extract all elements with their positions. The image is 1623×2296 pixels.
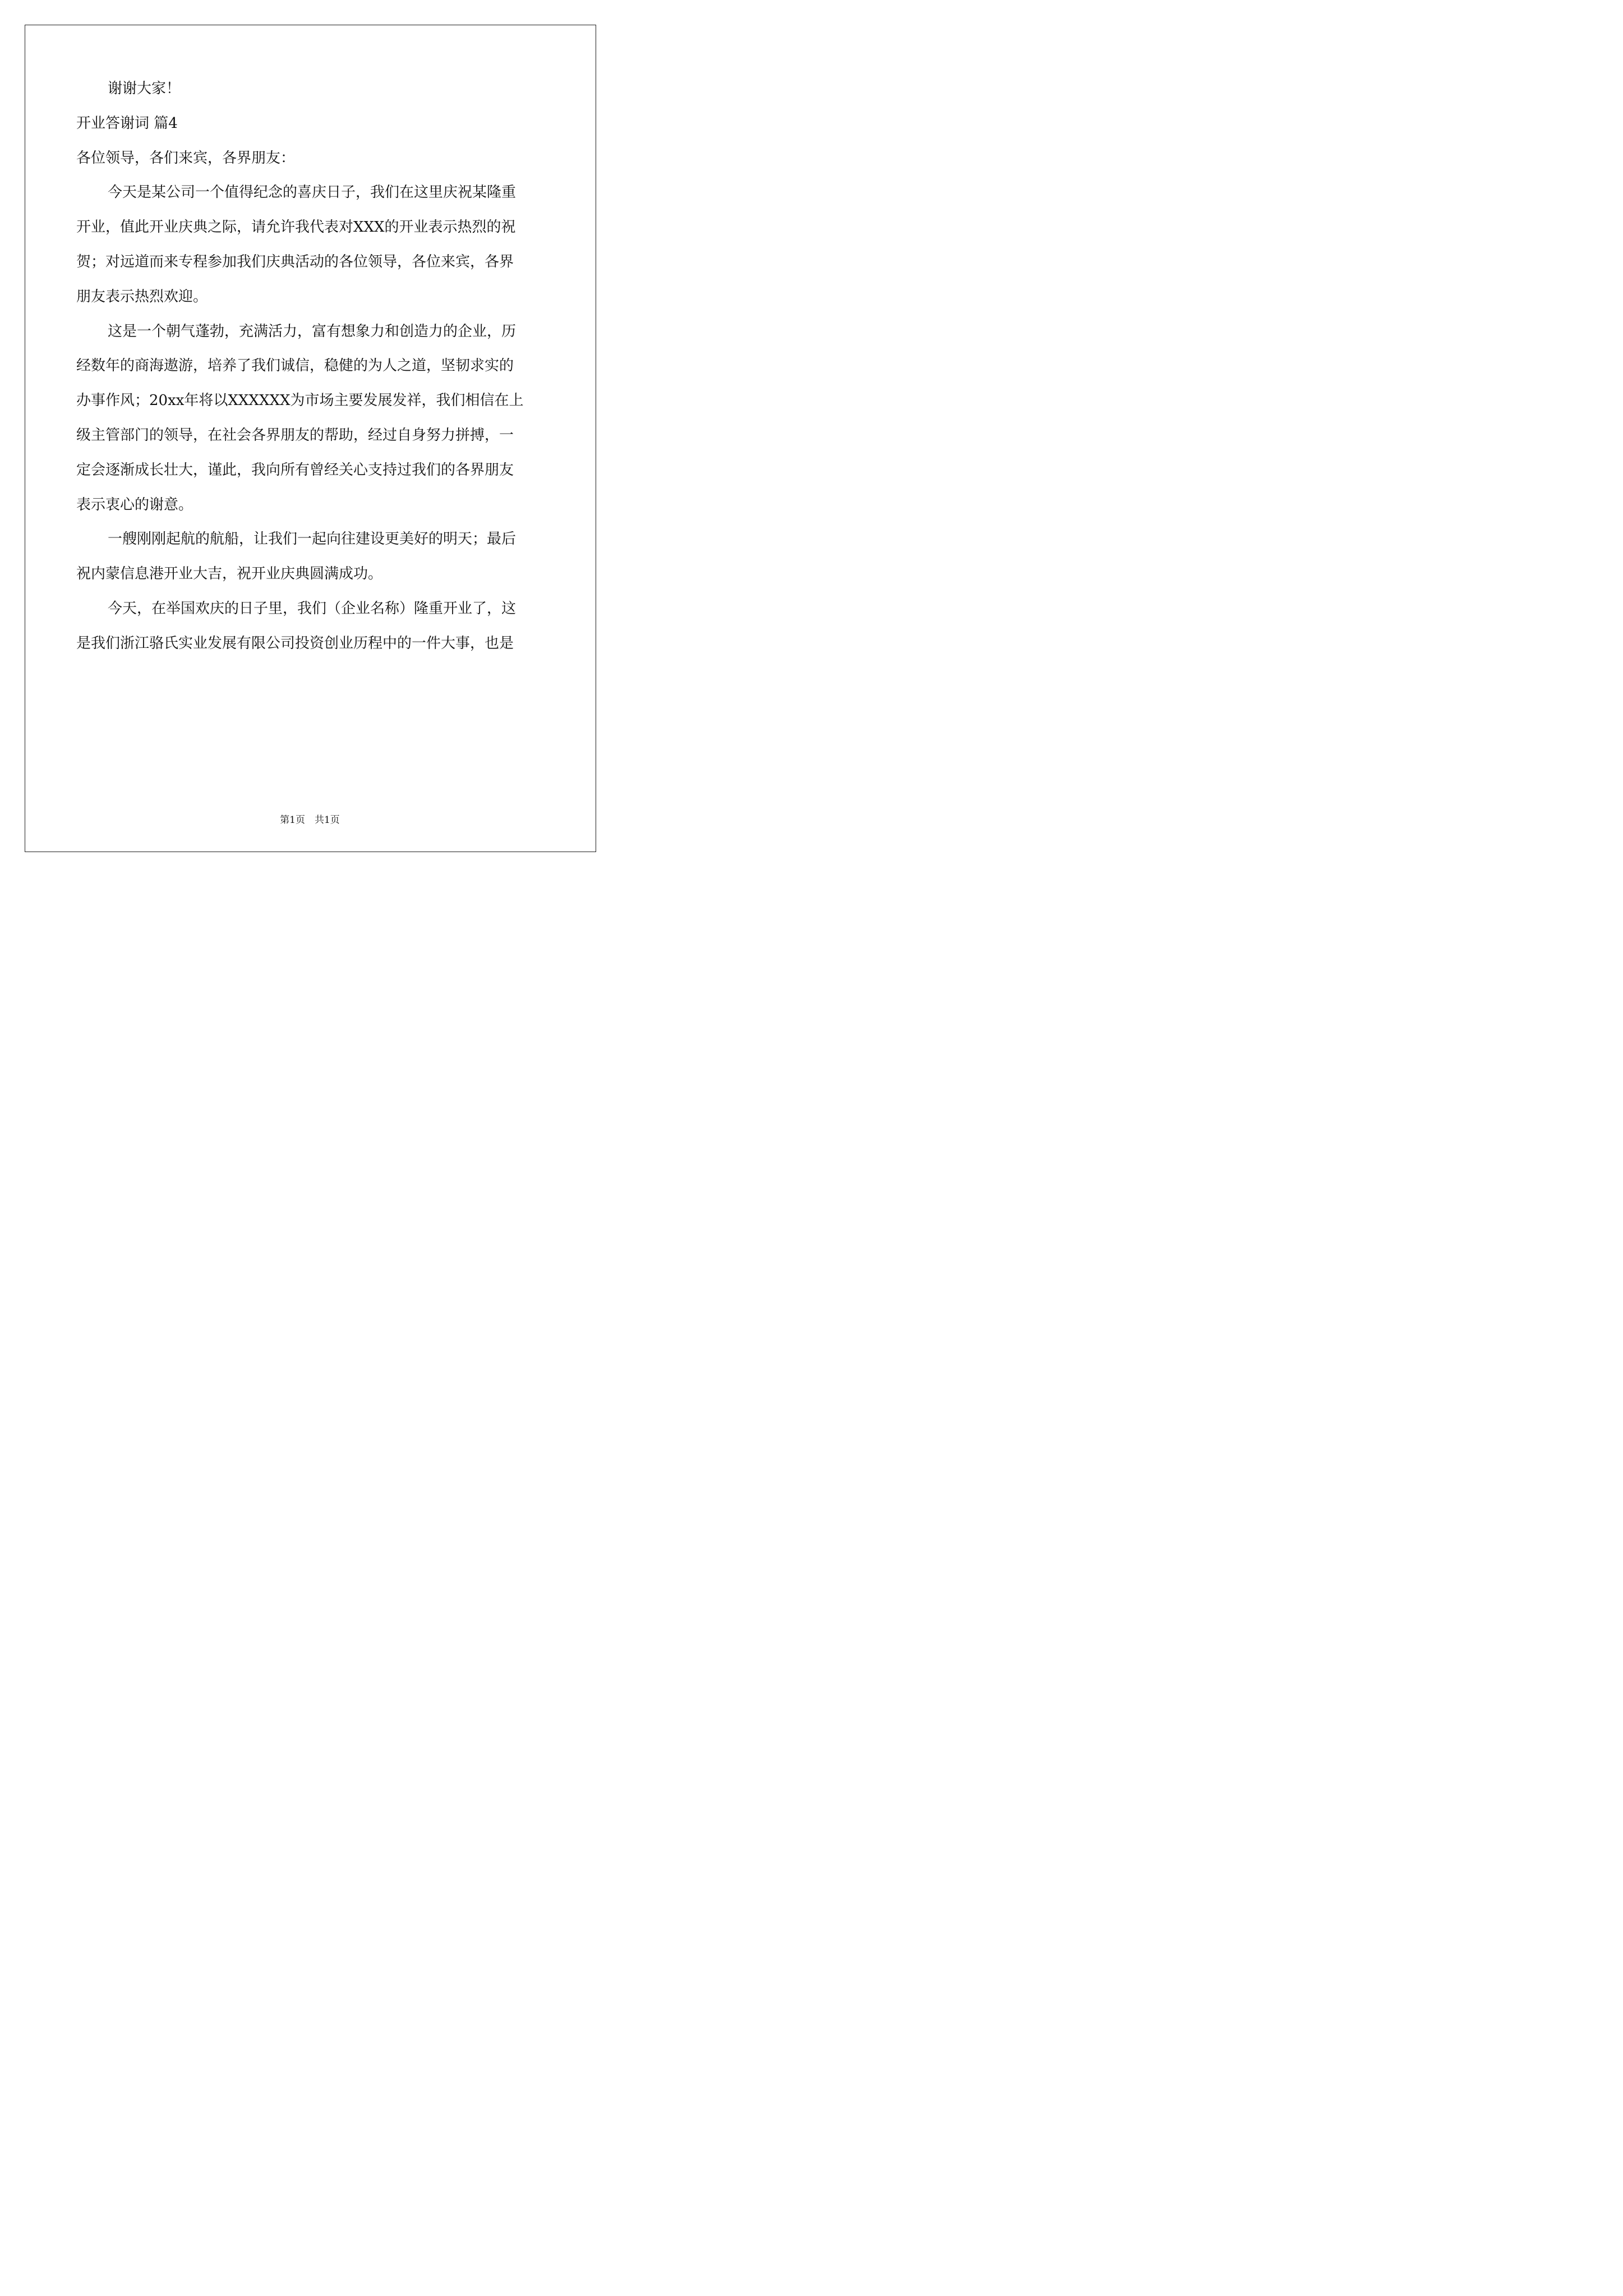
text-line: 今天，在举国欢庆的日子里，我们（企业名称）隆重开业了，这 xyxy=(108,600,517,617)
text-line: 级主管部门的领导，在社会各界朋友的帮助，经过自身努力拼搏，一 xyxy=(76,426,514,444)
section-heading: 开业答谢词 篇4 xyxy=(76,114,178,132)
text-line: 贺；对远道而来专程参加我们庆典活动的各位领导，各位来宾，各界 xyxy=(76,253,514,270)
text-line: 开业，值此开业庆典之际，请允许我代表对XXX的开业表示热烈的祝 xyxy=(76,219,516,236)
text-line: 朋友表示热烈欢迎。 xyxy=(76,288,208,305)
text-line: 定会逐渐成长壮大，谨此，我向所有曾经关心支持过我们的各界朋友 xyxy=(76,461,514,478)
text-line: 经数年的商海遨游，培养了我们诚信，稳健的为人之道，坚韧求实的 xyxy=(76,357,514,375)
text-line: 表示衷心的谢意。 xyxy=(76,496,193,513)
document-body xyxy=(76,81,546,651)
salutation: 各位领导，各们来宾，各界朋友： xyxy=(76,149,296,167)
text-line: 祝内蒙信息港开业大吉，祝开业庆典圆满成功。 xyxy=(76,565,383,583)
page-number-footer: 第1页 共1页 xyxy=(280,815,340,826)
text-line: 谢谢大家！ xyxy=(108,80,181,97)
text-line: 这是一个朝气蓬勃，充满活力，富有想象力和创造力的企业，历 xyxy=(108,323,517,340)
text-line: 办事作风；20xx年将以XXXXXX为市场主要发展发祥，我们相信在上 xyxy=(76,392,524,409)
text-line: 一艘刚刚起航的航船，让我们一起向往建设更美好的明天；最后 xyxy=(108,531,517,548)
text-line: 是我们浙江骆氏实业发展有限公司投资创业历程中的一件大事，也是 xyxy=(76,634,514,652)
text-line: 今天是某公司一个值得纪念的喜庆日子，我们在这里庆祝某隆重 xyxy=(108,184,517,201)
